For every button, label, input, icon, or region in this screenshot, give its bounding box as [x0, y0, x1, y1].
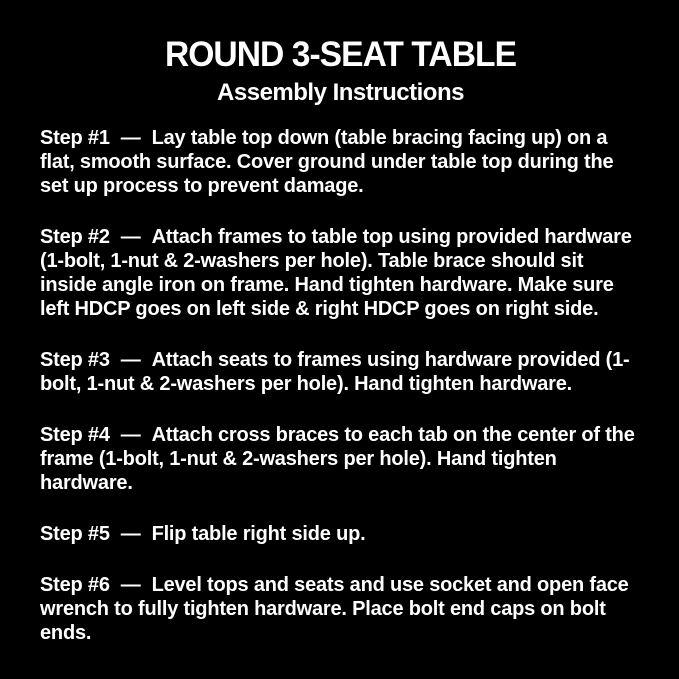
em-dash-separator: —	[120, 127, 141, 150]
step-2-paragraph	[40, 225, 641, 321]
step-4-paragraph	[40, 423, 641, 495]
poster-header	[40, 36, 641, 106]
em-dash-separator: —	[120, 574, 141, 597]
em-dash-separator: —	[120, 424, 141, 447]
em-dash-separator: —	[120, 523, 141, 546]
em-dash-separator: —	[120, 226, 141, 249]
step-1-paragraph	[40, 126, 641, 198]
steps-list	[40, 126, 641, 645]
step-5-paragraph	[40, 522, 641, 546]
step-2-label: Step #2	[40, 226, 110, 249]
page-title: ROUND 3-SEAT TABLE	[164, 35, 517, 74]
step-3-label: Step #3	[40, 349, 110, 372]
em-dash-separator: —	[120, 349, 141, 372]
step-4-label: Step #4	[40, 424, 110, 447]
page-subtitle: Assembly Instructions	[217, 78, 464, 106]
step-1-text: Lay table top down (table bracing facing up) on a flat, smooth surface. Cover ground under table top during the set up process to prevent damage.	[40, 127, 614, 198]
step-5-text: Flip table right side up.	[151, 523, 366, 546]
step-6-label: Step #6	[40, 574, 110, 597]
step-5-label: Step #5	[40, 523, 110, 546]
step-6-text: Level tops and seats and use socket and open face wrench to fully tighten hardware. Place bolt end caps on bolt ends.	[40, 574, 629, 645]
step-6-paragraph	[40, 573, 641, 645]
step-4-text: Attach cross braces to each tab on the center of the frame (1-bolt, 1-nut & 2-washers per hole). Hand tighten hardware.	[40, 424, 635, 495]
step-1-label: Step #1	[40, 127, 110, 150]
step-2-text: Attach frames to table top using provided hardware (1-bolt, 1-nut & 2-washers per hole). Table brace should sit inside angle iron on frame. Hand tighten hardware. Make sure left HDCP goes on left side & right HDCP goes on right side.	[40, 226, 632, 321]
step-3-paragraph	[40, 348, 641, 396]
step-3-text: Attach seats to frames using hardware provided (1-bolt, 1-nut & 2-washers per hole). Hand tighten hardware.	[40, 349, 630, 396]
